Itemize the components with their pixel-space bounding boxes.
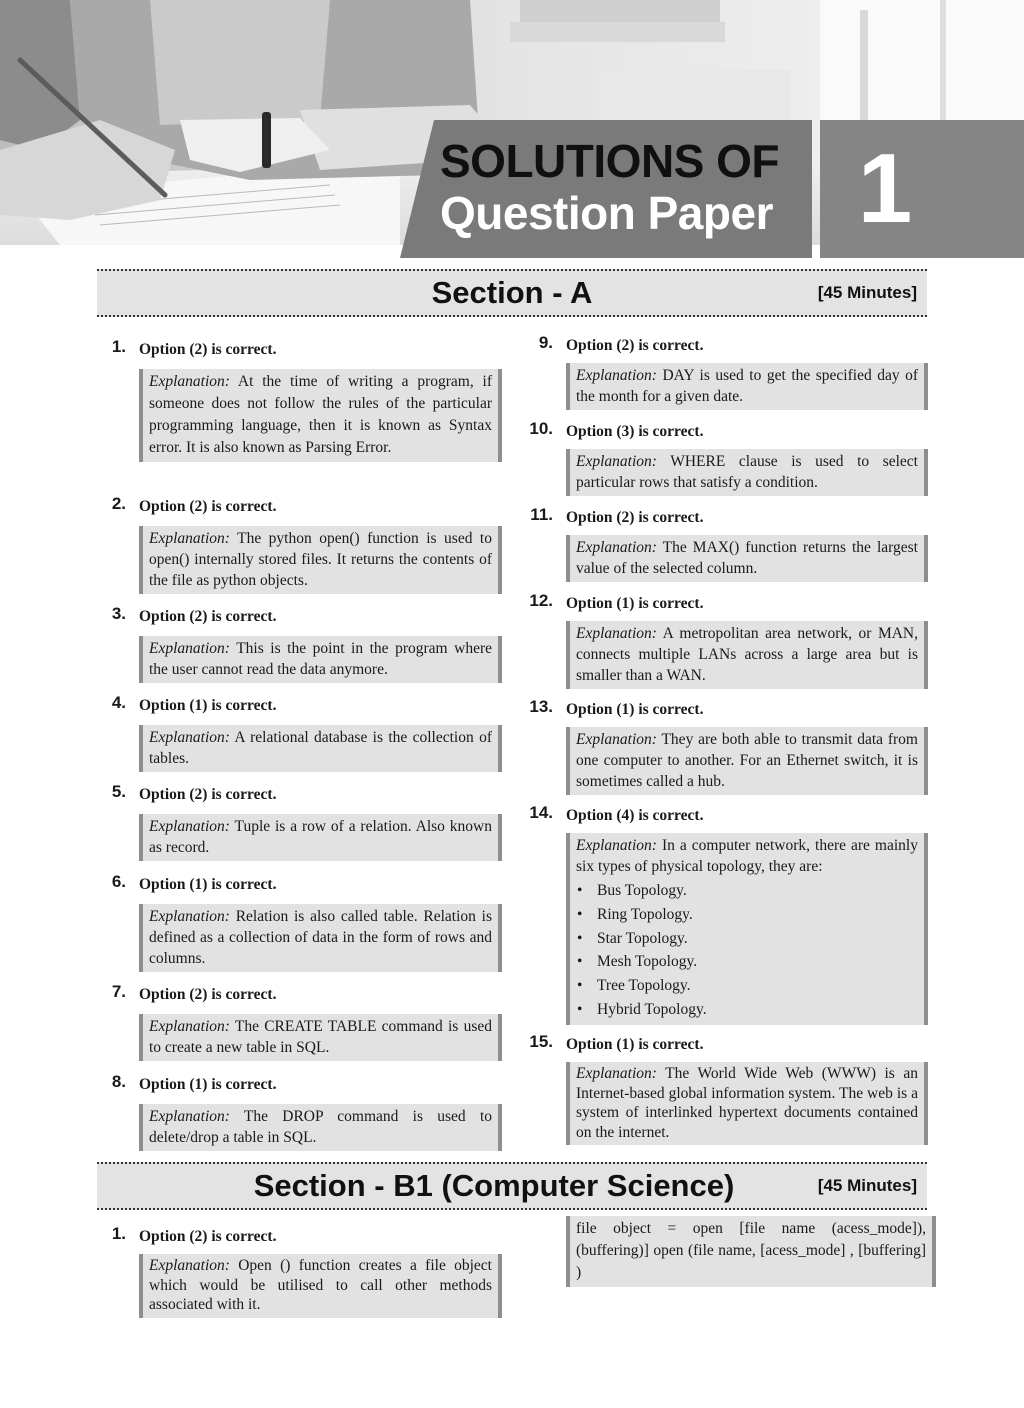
explanation-text: The MAX() function returns the largest value of the selected column.: [576, 539, 918, 577]
question-answer: Option (2) is correct.: [139, 608, 277, 625]
question-answer: Option (2) is correct.: [139, 498, 277, 515]
question-item: [529, 591, 928, 689]
explanation-box: [139, 725, 502, 772]
question-number: 7.: [111, 982, 126, 1001]
question-answer: Option (1) is correct.: [139, 876, 277, 893]
page-header: [0, 0, 1024, 258]
explanation-label: Explanation:: [576, 625, 657, 642]
question-item: [538, 333, 928, 410]
list-item: • Mesh Topology.: [576, 950, 918, 974]
explanation-label: Explanation:: [149, 640, 230, 657]
question-item: [529, 419, 928, 496]
question-number: 9.: [538, 333, 553, 352]
question-item: [111, 982, 502, 1061]
list-item: • Ring Topology.: [576, 903, 918, 927]
explanation-box: [139, 1014, 502, 1061]
explanation-box: [139, 1254, 502, 1318]
question-answer: Option (2) is correct.: [566, 509, 704, 526]
question-item: [529, 697, 928, 795]
section-title: Section - A: [431, 275, 593, 310]
explanation-box: [139, 526, 502, 594]
explanation-text: WHERE clause is used to select particular rows that satisfy a condition.: [576, 453, 918, 491]
question-number: 14.: [529, 803, 553, 822]
explanation-text: The DROP command is used to delete/drop a table in SQL.: [149, 1108, 492, 1146]
question-answer: Option (4) is correct.: [566, 807, 704, 824]
topology-list: [576, 879, 918, 1022]
section-b1-header: [97, 1162, 927, 1210]
question-number: 15.: [529, 1032, 553, 1051]
explanation-label: Explanation:: [576, 367, 657, 384]
explanation-label: Explanation:: [576, 453, 657, 470]
section-a-header: [97, 269, 927, 317]
question-item: [111, 782, 502, 861]
question-answer: Option (2) is correct.: [139, 986, 277, 1003]
question-number: 6.: [111, 872, 126, 891]
explanation-label: Explanation:: [576, 539, 657, 556]
explanation-box: [566, 1062, 928, 1145]
question-answer: Option (2) is correct.: [139, 1228, 277, 1245]
question-item: [111, 494, 502, 594]
question-answer: Option (1) is correct.: [566, 701, 704, 718]
explanation-label: Explanation:: [149, 1108, 230, 1125]
explanation-box: [139, 904, 502, 972]
explanation-continuation: file object = open [file name (acess_mode]), (buffering)] open (file name, [acess_mode] , [buffering] ): [566, 1216, 936, 1287]
explanation-label: Explanation:: [149, 818, 230, 835]
explanation-box: [139, 814, 502, 861]
explanation-text: The python open() function is used to open() internally stored files. It returns the contents of the file as python objects.: [149, 530, 492, 589]
question-answer: Option (2) is correct.: [139, 341, 277, 358]
question-number: 11.: [530, 505, 553, 524]
explanation-box: [139, 636, 502, 683]
question-item: [529, 1032, 928, 1145]
explanation-label: Explanation:: [149, 729, 230, 746]
explanation-box: [566, 535, 928, 582]
explanation-text: This is the point in the program where the user cannot read the data anymore.: [149, 640, 492, 678]
question-number: 5.: [111, 782, 126, 801]
explanation-text: A relational database is the collection of tables.: [149, 729, 492, 767]
question-item: [530, 505, 928, 582]
explanation-text: The World Wide Web (WWW) is an Internet-based global information system. The web is a system of interlinked hypertext documents contained on the internet.: [576, 1065, 918, 1141]
question-item: [111, 1224, 502, 1318]
explanation-box: [566, 363, 928, 410]
explanation-text: Relation is also called table. Relation is defined as a collection of data in the form of rows and columns.: [149, 908, 493, 967]
question-item: [111, 693, 502, 772]
explanation-text: Open () function creates a file object which would be utilised to call other methods associated with it.: [149, 1257, 492, 1313]
explanation-box: [139, 369, 502, 462]
page-title-line2: Question Paper: [440, 187, 773, 239]
question-item: [529, 803, 928, 1025]
question-number: 4.: [111, 693, 126, 712]
question-item: [111, 1072, 502, 1151]
explanation-label: Explanation:: [149, 373, 230, 390]
section-time: [45 Minutes]: [817, 283, 917, 302]
explanation-text: At the time of writing a program, if someone does not follow the rules of the particular programming language, then it is known as Syntax error. It is also known as Parsing Error.: [149, 373, 492, 456]
question-answer: Option (2) is correct.: [566, 337, 704, 354]
explanation-label: Explanation:: [149, 908, 230, 925]
explanation-box: [139, 1104, 502, 1151]
explanation-label: Explanation:: [576, 837, 657, 854]
explanation-label: Explanation:: [149, 530, 230, 547]
explanation-box: [566, 727, 928, 795]
explanation-label: Explanation:: [576, 1065, 657, 1082]
page-title-line1: SOLUTIONS OF: [440, 135, 779, 187]
question-number: 1.: [111, 1224, 126, 1243]
paper-number: 1: [857, 133, 913, 243]
explanation-label: Explanation:: [149, 1257, 230, 1274]
question-item: [111, 872, 502, 972]
section-time: [45 Minutes]: [817, 1176, 917, 1195]
question-answer: Option (1) is correct.: [139, 697, 277, 714]
question-number: 10.: [529, 419, 553, 438]
list-item: • Hybrid Topology.: [576, 998, 918, 1022]
explanation-text: A metropolitan area network, or MAN, connects multiple LANs across a large area but is smaller than a WAN.: [576, 625, 918, 684]
question-answer: Option (1) is correct.: [566, 595, 704, 612]
explanation-box: [566, 833, 928, 1025]
question-number: 8.: [111, 1072, 126, 1091]
question-answer: Option (1) is correct.: [566, 1036, 704, 1053]
question-answer: Option (2) is correct.: [139, 786, 277, 803]
explanation-text: The CREATE TABLE command is used to create a new table in SQL.: [149, 1018, 492, 1056]
question-number: 13.: [529, 697, 553, 716]
explanation-text: DAY is used to get the specified day of the month for a given date.: [576, 367, 919, 405]
question-answer: Option (3) is correct.: [566, 423, 704, 440]
explanation-box: [566, 621, 928, 689]
section-title: Section - B1 (Computer Science): [253, 1168, 735, 1203]
question-number: 2.: [111, 494, 126, 513]
explanation-text: In a computer network, there are mainly six types of physical topology, they are:: [576, 837, 918, 875]
list-item: • Star Topology.: [576, 927, 918, 951]
list-item: • Bus Topology.: [576, 879, 918, 903]
explanation-label: Explanation:: [576, 731, 657, 748]
question-item: [111, 337, 502, 462]
question-number: 1.: [111, 337, 126, 356]
question-item: [111, 604, 502, 683]
question-number: 12.: [529, 591, 553, 610]
question-number: 3.: [111, 604, 126, 623]
question-answer: Option (1) is correct.: [139, 1076, 277, 1093]
explanation-text: Tuple is a row of a relation. Also known as record.: [149, 818, 492, 856]
list-item: • Tree Topology.: [576, 974, 918, 998]
explanation-box: [566, 449, 928, 496]
explanation-text: They are both able to transmit data from one computer to another. For an Ethernet switch, it is sometimes called a hub.: [576, 731, 918, 790]
explanation-label: Explanation:: [149, 1018, 230, 1035]
